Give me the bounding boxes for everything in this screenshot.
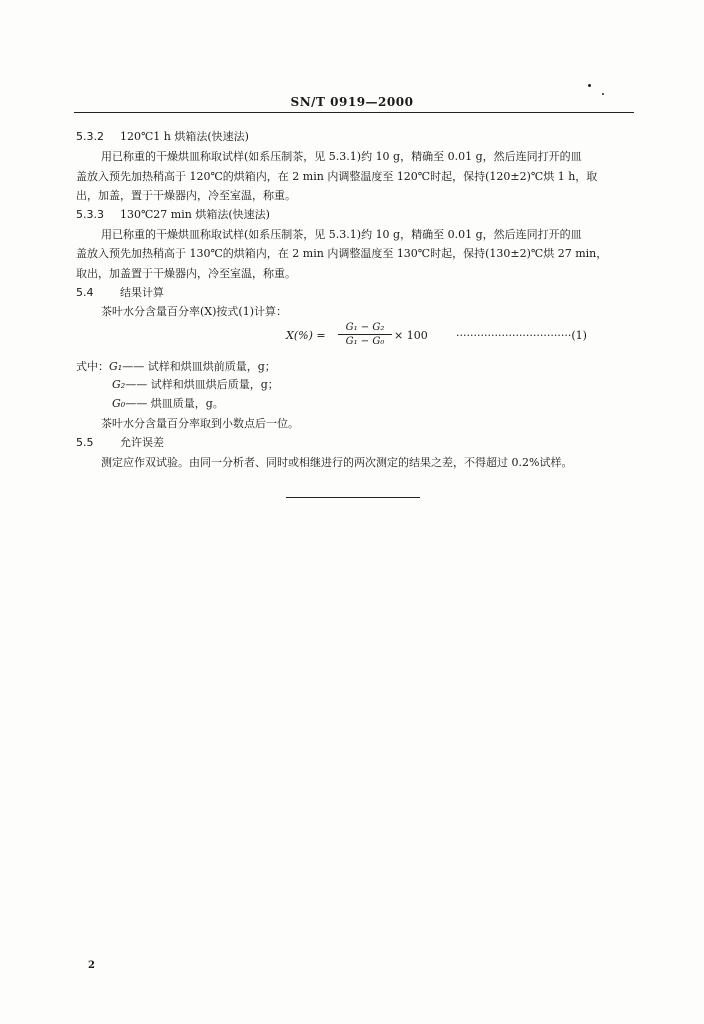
section-title: 结果计算 (120, 286, 164, 299)
section-heading-5-3-2 (76, 130, 249, 144)
equation-number-line (456, 329, 636, 342)
leader-dots: ································· (456, 329, 572, 342)
section-number: 5.5 (76, 436, 94, 449)
variable-description: —— 试样和烘皿烘后质量，g； (125, 378, 279, 391)
formula-lhs: X(%) = (286, 329, 326, 342)
variable-symbol: G₂ (112, 378, 126, 391)
variable-definition (112, 397, 224, 411)
variable-description: —— 试样和烘皿烘前质量，g； (122, 360, 276, 373)
equation-number: (1) (571, 329, 587, 342)
paragraph-line: 用已称重的干燥烘皿称取试样(如系压制茶，见 5.3.1)约 10 g，精确至 0.01 g，然后连同打开的皿 (101, 228, 582, 241)
formula-fraction (338, 322, 392, 348)
variable-symbol: G₁ (109, 360, 123, 373)
paragraph-line: 出，加盖，置于干燥器内，冷至室温，称重。 (76, 189, 296, 202)
paragraph-line: 测定应作双试验。由同一分析者、同时或相继进行的两次测定的结果之差，不得超过 0.2%试样。 (101, 456, 573, 469)
header-rule (74, 112, 634, 113)
section-heading-5-5 (76, 436, 164, 450)
section-number: 5.4 (76, 286, 94, 299)
standard-code: SN/T 0919—2000 (290, 95, 414, 109)
section-heading-5-4 (76, 286, 164, 300)
section-title: 允许误差 (120, 436, 164, 449)
paragraph-line: 盖放入预先加热稍高于 120℃的烘箱内，在 2 min 内调整温度至 120℃时起，保持(120±2)℃烘 1 h，取 (76, 170, 598, 183)
page-number: 2 (88, 960, 95, 971)
where-prefix: 式中： (76, 360, 109, 373)
section-number: 5.3.2 (76, 130, 104, 143)
formula-denominator: G₁ − G₀ (345, 336, 385, 347)
variable-symbol: G₀ (112, 397, 126, 410)
paragraph-line: 取出，加盖置于干燥器内，冷至室温，称重。 (76, 267, 296, 280)
section-title: 130℃27 min 烘箱法(快速法) (120, 208, 270, 221)
scan-speck (588, 84, 591, 87)
formula-intro: 茶叶水分含量百分率(X)按式(1)计算： (101, 305, 287, 318)
variable-description: —— 烘皿质量，g。 (125, 397, 224, 410)
section-title: 120℃1 h 烘箱法(快速法) (120, 130, 249, 143)
variable-definition (112, 378, 279, 392)
section-heading-5-3-3 (76, 208, 270, 222)
section-number: 5.3.3 (76, 208, 104, 221)
formula-rhs: × 100 (394, 329, 428, 342)
paragraph-line: 盖放入预先加热稍高于 130℃的烘箱内，在 2 min 内调整温度至 130℃时起，保持(130±2)℃烘 27 min， (76, 247, 608, 260)
formula-numerator: G₁ − G₂ (338, 322, 392, 335)
rounding-note: 茶叶水分含量百分率取到小数点后一位。 (101, 417, 299, 430)
end-of-text-rule (286, 497, 420, 498)
variable-definition (76, 360, 276, 374)
paragraph-line: 用已称重的干燥烘皿称取试样(如系压制茶，见 5.3.1)约 10 g，精确至 0.01 g，然后连同打开的皿 (101, 150, 582, 163)
